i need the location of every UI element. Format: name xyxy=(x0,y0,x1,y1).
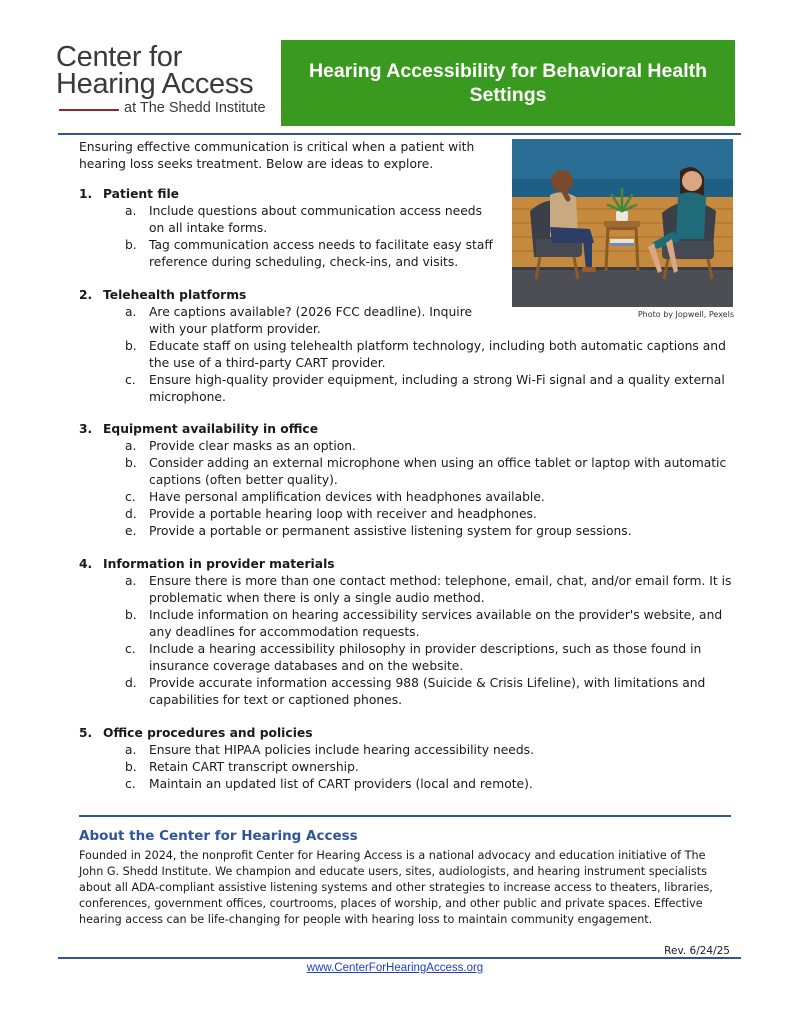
section-title: Equipment availability in office xyxy=(103,422,319,436)
item-letter: e. xyxy=(125,524,137,538)
list-item xyxy=(79,573,739,607)
item-letter: d. xyxy=(125,676,137,690)
item-text: Tag communication access needs to facilitate easy staff reference during scheduling, check-ins, and visits. xyxy=(149,238,493,269)
item-letter: a. xyxy=(125,204,137,218)
list-item xyxy=(79,776,739,793)
item-text: Are captions available? (2026 FCC deadline). Inquire with your platform provider. xyxy=(149,305,473,336)
item-text: Include a hearing accessibility philosophy in provider descriptions, such as those found in insurance coverage databases and on the website. xyxy=(149,642,702,673)
item-text: Include information on hearing accessibility services available on the provider's website, and any deadlines for accommodation requests. xyxy=(149,608,723,639)
section-telehealth-platforms xyxy=(79,287,739,406)
item-text: Provide a portable hearing loop with receiver and headphones. xyxy=(149,507,537,521)
item-letter: a. xyxy=(125,574,137,588)
list-item xyxy=(79,759,739,776)
section-office-procedures xyxy=(79,725,739,793)
item-text: Maintain an updated list of CART providers (local and remote). xyxy=(149,777,533,791)
section-number: 3. xyxy=(79,422,93,436)
item-letter: b. xyxy=(125,339,137,353)
logo-line-1: Center for xyxy=(56,41,182,73)
list-item xyxy=(79,675,739,709)
item-letter: c. xyxy=(125,373,136,387)
item-letter: b. xyxy=(125,760,137,774)
item-letter: d. xyxy=(125,507,137,521)
item-letter: a. xyxy=(125,439,137,453)
list-item xyxy=(79,455,739,489)
section-equipment-availability xyxy=(79,421,739,540)
organization-logo xyxy=(56,41,266,118)
section-heading xyxy=(79,556,739,573)
logo-subtitle-row xyxy=(56,100,266,118)
section-heading xyxy=(79,186,739,203)
item-letter: c. xyxy=(125,777,136,791)
about-heading: About the Center for Hearing Access xyxy=(79,828,358,844)
item-text: Provide accurate information accessing 988 (Suicide & Crisis Lifeline), with limitations and capabilities for text or captioned phones. xyxy=(149,676,706,707)
revision-date: Rev. 6/24/25 xyxy=(664,945,730,957)
section-number: 2. xyxy=(79,288,93,302)
photo-credit: Photo by Jopwell, Pexels xyxy=(637,310,734,319)
item-text: Ensure high-quality provider equipment, including a strong Wi-Fi signal and a quality external microphone. xyxy=(149,373,725,404)
list-item xyxy=(79,338,739,372)
section-heading xyxy=(79,725,739,742)
section-title: Telehealth platforms xyxy=(103,288,247,302)
list-item xyxy=(79,372,739,406)
section-provider-materials xyxy=(79,556,739,709)
about-paragraph: Founded in 2024, the nonprofit Center for Hearing Access is a national advocacy and education initiative of The John G. Shedd Institute. We champion and educate users, sites, audiologists, and hearing instrument specialists about all ADA-compliant assistive listening systems and other strategies to increase access to theaters, libraries, conferences, government offices, courtrooms, places of worship, and other public and private spaces. Effective hearing access can be life-changing for people with hearing loss to maintain community engagement. xyxy=(79,849,713,926)
list-item xyxy=(79,237,493,271)
item-text: Ensure there is more than one contact method: telephone, email, chat, and/or email form. It is problematic when there is only a single audio method. xyxy=(149,574,732,605)
list-item xyxy=(79,742,739,759)
intro-paragraph: Ensuring effective communication is critical when a patient with hearing loss seeks treatment. Below are ideas to explore. xyxy=(79,140,475,171)
list-item xyxy=(79,438,739,455)
item-letter: c. xyxy=(125,490,136,504)
list-item xyxy=(79,641,739,675)
section-title: Patient file xyxy=(103,187,179,201)
list-item xyxy=(79,203,493,237)
section-number: 1. xyxy=(79,187,93,201)
section-title: Information in provider materials xyxy=(103,557,335,571)
about-divider xyxy=(79,815,731,817)
item-letter: b. xyxy=(125,238,137,252)
section-patient-file xyxy=(79,186,739,271)
website-link[interactable]: www.CenterForHearingAccess.org xyxy=(306,962,484,974)
section-heading xyxy=(79,421,739,438)
item-letter: a. xyxy=(125,743,137,757)
item-text: Consider adding an external microphone when using an office tablet or laptop with automatic captions (often better quality). xyxy=(149,456,727,487)
top-divider xyxy=(58,133,741,135)
section-heading xyxy=(79,287,739,304)
footer-divider xyxy=(58,957,741,959)
list-item xyxy=(79,304,493,338)
section-title: Office procedures and policies xyxy=(103,726,313,740)
item-letter: b. xyxy=(125,608,137,622)
list-item xyxy=(79,489,739,506)
list-item xyxy=(79,506,739,523)
item-text: Have personal amplification devices with headphones available. xyxy=(149,490,545,504)
item-letter: c. xyxy=(125,642,136,656)
item-letter: b. xyxy=(125,456,137,470)
title-banner xyxy=(281,40,735,126)
item-text: Provide a portable or permanent assistive listening system for group sessions. xyxy=(149,524,632,538)
item-text: Provide clear masks as an option. xyxy=(149,439,356,453)
item-letter: a. xyxy=(125,305,137,319)
logo-subtitle: at The Shedd Institute xyxy=(124,100,266,116)
item-text: Include questions about communication access needs on all intake forms. xyxy=(149,204,482,235)
logo-line-2: Hearing Access xyxy=(56,68,254,100)
section-number: 4. xyxy=(79,557,93,571)
section-number: 5. xyxy=(79,726,93,740)
page-title: Hearing Accessibility for Behavioral Health Settings xyxy=(308,60,708,106)
item-text: Retain CART transcript ownership. xyxy=(149,760,359,774)
item-text: Educate staff on using telehealth platform technology, including both automatic captions and the use of a third-party CART provider. xyxy=(149,339,726,370)
logo-rule xyxy=(59,109,119,111)
list-item xyxy=(79,523,739,540)
list-item xyxy=(79,607,739,641)
item-text: Ensure that HIPAA policies include hearing accessibility needs. xyxy=(149,743,534,757)
